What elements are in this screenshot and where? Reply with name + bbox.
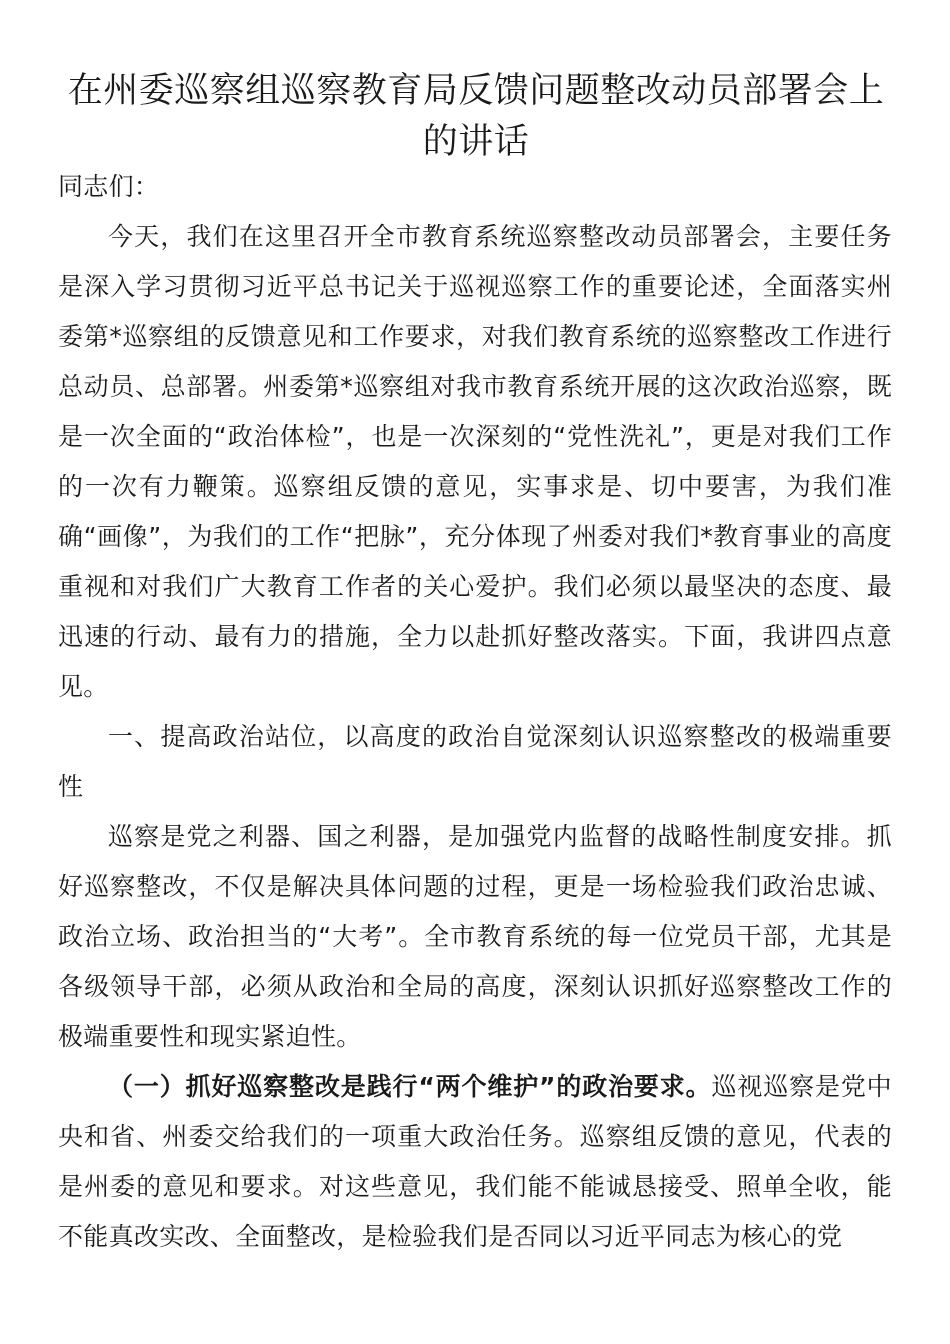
section-heading-1: 一、提高政治站位，以高度的政治自觉深刻认识巡察整改的极端重要性: [58, 722, 892, 801]
subsection-1-heading: （一）抓好巡察整改是践行“两个维护”的政治要求。: [108, 1072, 712, 1101]
salutation: 同志们：: [58, 172, 160, 201]
paragraph-subsection-1: [58, 1062, 892, 1262]
paragraph-section-1: 巡察是党之利器、国之利器，是加强党内监督的战略性制度安排。抓好巡察整改，不仅是解决具体问题的过程，更是一场检验我们政治忠诚、政治立场、政治担当的“大考”。全市教育系统的每一位党员干部，尤其是各级领导干部，必须从政治和全局的高度，深刻认识抓好巡察整改工作的极端重要性和现实紧迫性。: [58, 822, 892, 1051]
document-body: [58, 162, 892, 1262]
document-title: 在州委巡察组巡察教育局反馈问题整改动员部署会上的讲话: [67, 71, 885, 162]
paragraph-intro: 今天，我们在这里召开全市教育系统巡察整改动员部署会，主要任务是深入学习贯彻习近平总书记关于巡视巡察工作的重要论述，全面落实州委第*巡察组的反馈意见和工作要求，对我们教育系统的巡察整改工作进行总动员、总部署。州委第*巡察组对我市教育系统开展的这次政治巡察，既是一次全面的“政治体检”，也是一次深刻的“党性洗礼”，更是对我们工作的一次有力鞭策。巡察组反馈的意见，实事求是、切中要害，为我们准确“画像”，为我们的工作“把脉”，充分体现了州委对我们*教育事业的高度重视和对我们广大教育工作者的关心爱护。我们必须以最坚决的态度、最迅速的行动、最有力的措施，全力以赴抓好整改落实。下面，我讲四点意见。: [58, 222, 892, 701]
subsection-1-text: 巡视巡察是党中央和省、州委交给我们的一项重大政治任务。巡察组反馈的意见，代表的是州委的意见和要求。对这些意见，我们能不能诚恳接受、照单全收，能不能真改实改、全面整改，是检验我们是否同以习近平同志为核心的党: [58, 1072, 892, 1251]
